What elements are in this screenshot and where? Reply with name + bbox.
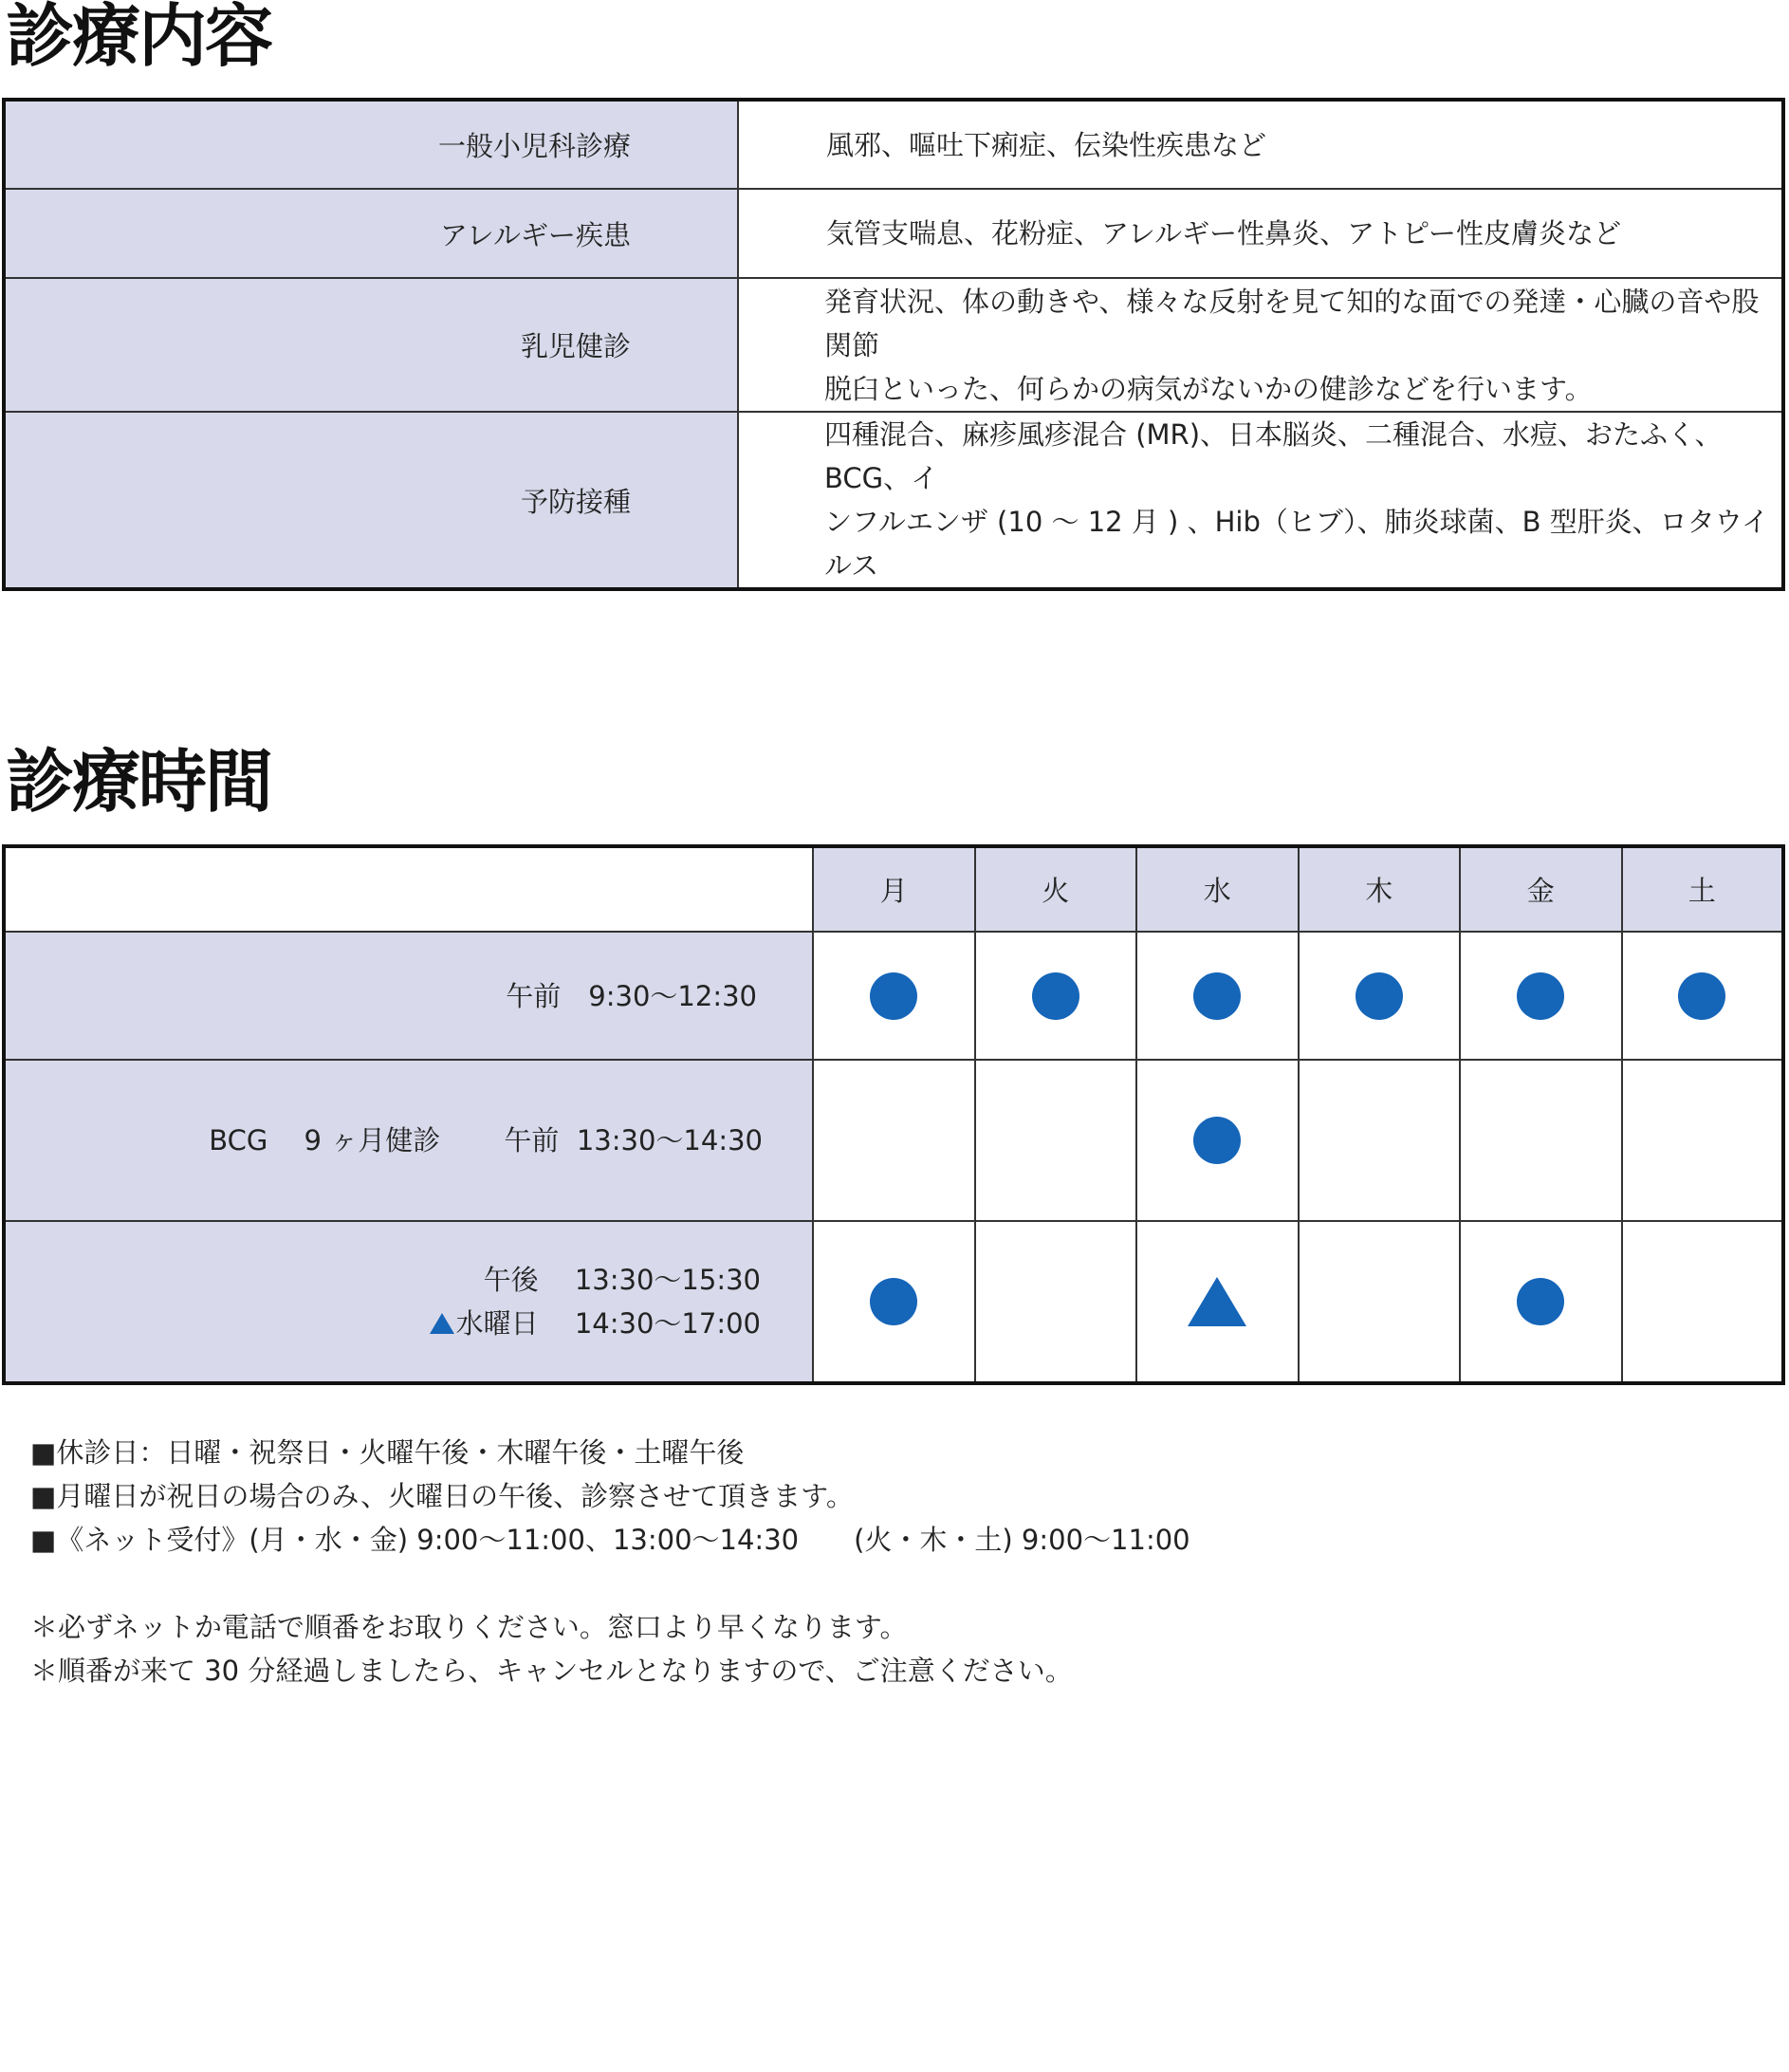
- day-header: 土: [1622, 846, 1784, 932]
- time-slot-label: [4, 932, 813, 1059]
- time-slot-label: [4, 1221, 813, 1383]
- note-line: ■月曜日が祝日の場合のみ、火曜日の午後、診察させて頂きます。: [30, 1480, 854, 1512]
- schedule-cell: [1299, 1060, 1461, 1222]
- schedule-cell: [1460, 932, 1622, 1059]
- service-label: アレルギー疾患: [4, 189, 738, 278]
- remark-line: ＊順番が来て 30 分経過しましたら、キャンセルとなりますので、ご注意ください。: [30, 1655, 1073, 1687]
- services-row: [4, 100, 1783, 189]
- day-header: 火: [975, 846, 1137, 932]
- schedule-cell: [1299, 932, 1461, 1059]
- schedule-cell: [1622, 1221, 1784, 1383]
- schedule-cell: [1299, 1221, 1461, 1383]
- schedule-cell: [1136, 1221, 1299, 1383]
- hours-heading: 診療時間: [6, 742, 272, 822]
- day-header: 金: [1460, 846, 1622, 932]
- note-line: ■休診日：日曜・祝祭日・火曜午後・木曜午後・土曜午後: [30, 1436, 745, 1469]
- service-desc: [738, 100, 1783, 189]
- service-label: 予防接種: [4, 412, 738, 589]
- day-header: 水: [1136, 846, 1299, 932]
- time-slot-line: 午前 9:30〜12:30: [506, 979, 757, 1012]
- schedule-cell: [813, 932, 975, 1059]
- service-desc-line: ンフルエンザ (10 ～ 12 月 ) 、Hib（ヒブ）、肺炎球菌、B 型肝炎、ロタウイルス: [824, 506, 1769, 582]
- services-row: [4, 278, 1783, 412]
- service-desc-line: 四種混合、麻疹風疹混合 (MR)、日本脳炎、二種混合、水痘、おたふく、BCG、イ: [824, 418, 1723, 494]
- schedule-cell: [975, 1060, 1137, 1222]
- hours-row: [4, 932, 1783, 1059]
- services-heading: 診療内容: [6, 0, 272, 76]
- schedule-cell: [975, 1221, 1137, 1383]
- hours-table: [2, 844, 1785, 1385]
- triangle-icon: [1188, 1277, 1246, 1326]
- service-desc: [738, 412, 1783, 589]
- note-line: ■《ネット受付》(月・水・金) 9:00〜11:00、13:00〜14:30 (火・木・土) 9:00〜11:00: [30, 1524, 1190, 1556]
- circle-icon: [1517, 1278, 1564, 1325]
- notes: [30, 1431, 1190, 1693]
- time-slot-line: BCG 9 ヶ月健診 午前 13:30〜14:30: [209, 1124, 763, 1157]
- day-header: 月: [813, 846, 975, 932]
- services-table: [2, 98, 1785, 591]
- service-desc: [738, 278, 1783, 412]
- schedule-cell: [813, 1221, 975, 1383]
- schedule-cell: [1460, 1060, 1622, 1222]
- circle-icon: [1193, 1117, 1241, 1164]
- circle-icon: [1678, 972, 1725, 1020]
- service-label: 乳児健診: [4, 278, 738, 412]
- services-row: [4, 189, 1783, 278]
- schedule-cell: [975, 932, 1137, 1059]
- service-desc-line: 風邪、嘔吐下痢症、伝染性疾患など: [826, 128, 1267, 161]
- circle-icon: [1193, 972, 1241, 1020]
- time-slot-line: 午後 13:30〜15:30: [483, 1264, 761, 1297]
- service-desc: [738, 189, 1783, 278]
- time-slot-label: [4, 1060, 813, 1222]
- circle-icon: [1517, 972, 1564, 1020]
- hours-header-row: [4, 846, 1783, 932]
- services-row: [4, 412, 1783, 589]
- service-desc-line: 気管支喘息、花粉症、アレルギー性鼻炎、アトピー性皮膚炎など: [826, 217, 1621, 250]
- schedule-cell: [1622, 932, 1784, 1059]
- circle-icon: [1032, 972, 1079, 1020]
- time-slot-line-wrap: [6, 1302, 761, 1345]
- service-label: 一般小児科診療: [4, 100, 738, 189]
- circle-icon: [870, 1278, 917, 1325]
- triangle-icon: [430, 1313, 454, 1334]
- service-desc-line: 脱臼といった、何らかの病気がないかの健診などを行います。: [824, 372, 1593, 405]
- hours-row: [4, 1221, 1783, 1383]
- schedule-cell: [813, 1060, 975, 1222]
- time-slot-line: 水曜日 14:30〜17:00: [455, 1307, 761, 1341]
- day-header: 木: [1299, 846, 1461, 932]
- circle-icon: [1356, 972, 1403, 1020]
- schedule-cell: [1460, 1221, 1622, 1383]
- schedule-cell: [1136, 1060, 1299, 1222]
- schedule-cell: [1622, 1060, 1784, 1222]
- schedule-cell: [1136, 932, 1299, 1059]
- remark-line: ＊必ずネットか電話で順番をお取りください。窓口より早くなります。: [30, 1611, 908, 1643]
- hours-row: [4, 1060, 1783, 1222]
- service-desc-line: 発育状況、体の動きや、様々な反射を見て知的な面での発達・心臓の音や股関節: [824, 285, 1760, 361]
- circle-icon: [870, 972, 917, 1020]
- header-corner-cell: [4, 846, 813, 932]
